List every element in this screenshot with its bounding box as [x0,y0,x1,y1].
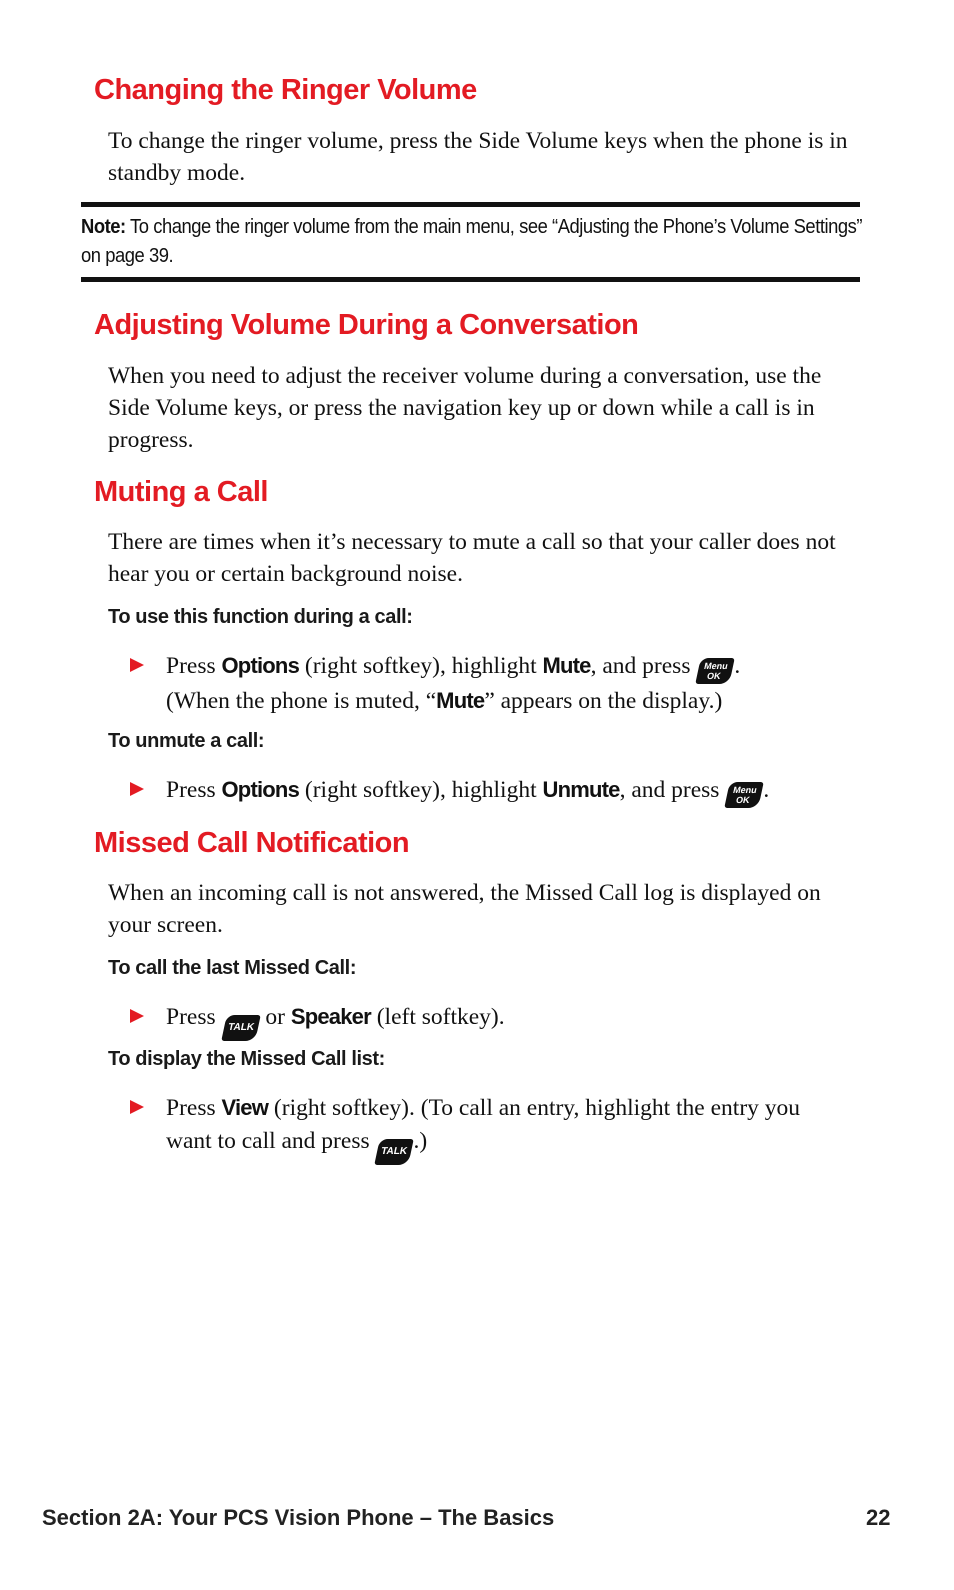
note-label: Note: [81,216,126,238]
display-list-step-text: Press View (right softkey). (To call an entry, highlight the entry you want to call and press TALK .) [166,1091,850,1165]
missed-subhead-call-last: To call the last Missed Call: [108,957,357,979]
bullet-arrow-icon [130,1009,144,1023]
missed-call-body: When an incoming call is not answered, the Missed Call log is displayed on your screen. [108,880,821,938]
muting-subhead-use: To use this function during a call: [108,606,413,628]
options-softkey-label: Options [221,653,300,678]
footer-page-number: 22 [866,1505,891,1530]
footer-section-title: Section 2A: Your PCS Vision Phone – The Basics [42,1505,555,1530]
conversation-volume-body: When you need to adjust the receiver volume during a conversation, use the Side Volume keys, or press the navigation key up or down while a call is in progress. [108,363,822,453]
unmute-step [130,773,850,808]
missed-subhead-display-list: To display the Missed Call list: [108,1048,385,1070]
mute-display-label: Mute [436,688,485,713]
muting-subhead-unmute: To unmute a call: [108,730,265,752]
section-title-ringer-volume: Changing the Ringer Volume [94,74,477,106]
display-list-step [130,1091,850,1165]
section-title-muting: Muting a Call [94,476,268,508]
bullet-arrow-icon [130,782,144,796]
options-softkey-label: Options [221,777,300,802]
unmute-step-text: Press Options (right softkey), highlight Unmute, and press Menu OK . [166,773,850,808]
menu-ok-key-icon: Menu OK [725,782,765,808]
speaker-softkey-label: Speaker [290,1004,371,1029]
mute-step [130,649,850,718]
mute-option-label: Mute [542,653,591,678]
mute-step-text: Press Options (right softkey), highlight Mute, and press Menu OK . (When the phone is muted, “Mute” appears on the display.) [166,653,741,714]
menu-ok-key-icon: Menu OK [696,658,736,684]
view-softkey-label: View [221,1095,269,1120]
bullet-arrow-icon [130,658,144,672]
note-text [81,213,863,271]
unmute-option-label: Unmute [542,777,620,802]
section-title-missed-call: Missed Call Notification [94,827,410,859]
talk-key-icon: TALK [221,1015,261,1041]
bullet-arrow-icon [130,1100,144,1114]
call-last-step-text: Press TALK or Speaker (left softkey). [166,1000,850,1041]
note-body: To change the ringer volume from the main menu, see “Adjusting the Phone’s Volume Settings” on page 39. [81,216,863,267]
section-title-conversation-volume: Adjusting Volume During a Conversation [94,309,639,341]
call-last-step [130,1000,850,1041]
muting-body: There are times when it’s necessary to mute a call so that your caller does not hear you or certain background noise. [108,529,836,587]
note-box [81,202,863,282]
talk-key-icon: TALK [375,1139,415,1165]
ringer-volume-body: To change the ringer volume, press the Side Volume keys when the phone is in standby mode. [108,128,848,186]
